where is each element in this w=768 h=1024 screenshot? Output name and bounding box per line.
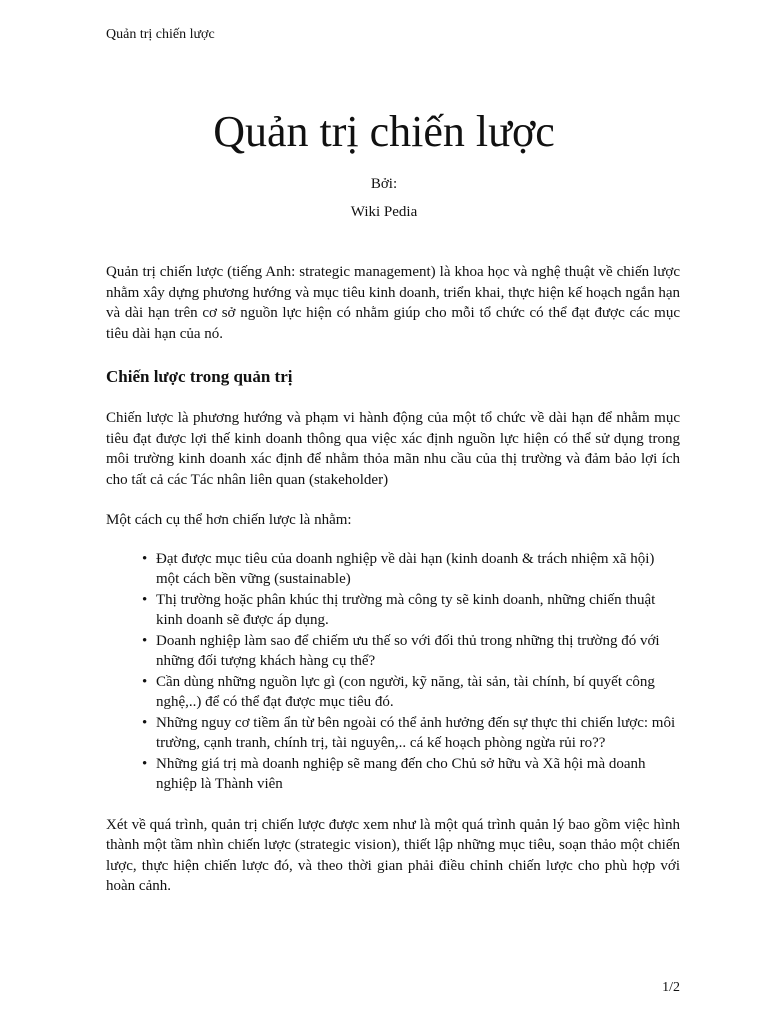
- running-header: Quản trị chiến lược: [106, 27, 215, 42]
- list-item: • Những giá trị mà doanh nghiệp sẽ mang đến cho Chủ sở hữu và Xã hội mà doanh nghiệp là Thành viên: [156, 754, 681, 795]
- page-number: 1/2: [662, 980, 680, 995]
- list-item: • Doanh nghiệp làm sao để chiếm ưu thế so với đối thủ trong những thị trường đó với những đối tượng khách hàng cụ thể?: [156, 631, 681, 672]
- list-item: • Cần dùng những nguồn lực gì (con người, kỹ năng, tài sản, tài chính, bí quyết công nghệ,..) để có thể đạt được mục tiêu đó.: [156, 672, 681, 713]
- list-item: • Thị trường hoặc phân khúc thị trường mà công ty sẽ kinh doanh, những chiến thuật kinh doanh sẽ được áp dụng.: [156, 590, 681, 631]
- section-paragraph: Chiến lược là phương hướng và phạm vi hành động của một tổ chức về dài hạn để nhằm mục tiêu đạt được lợi thế kinh doanh thông qua việc xác định nguồn lực hiện có thể sử dụng trong môi trường kinh doanh xác định để nhằm thỏa mãn nhu cầu của thị trường và đảm bảo lợi ích cho tất cả các Tác nhân liên quan (stakeholder): [106, 410, 680, 488]
- list-item: • Đạt được mục tiêu của doanh nghiệp về dài hạn (kinh doanh & trách nhiệm xã hội) một cách bền vững (sustainable): [156, 549, 681, 590]
- section-heading: Chiến lược trong quản trị: [106, 367, 293, 386]
- list-lead-paragraph: Một cách cụ thể hơn chiến lược là nhằm:: [106, 512, 352, 528]
- intro-paragraph: Quản trị chiến lược (tiếng Anh: strategic management) là khoa học và nghệ thuật về chiến lược nhằm xây dựng phương hướng và mục tiêu kinh doanh, triển khai, thực hiện kế hoạch ngắn hạn và dài hạn trên cơ sở nguồn lực hiện có nhằm giúp cho mỗi tổ chức có thể đạt được các mục tiêu dài hạn của nó.: [106, 264, 680, 342]
- document-title: Quản trị chiến lược: [213, 107, 555, 156]
- byline-label: Bởi:: [370, 176, 398, 192]
- closing-paragraph: Xét về quá trình, quản trị chiến lược được xem như là một quá trình quản lý bao gồm việc hình thành một tầm nhìn chiến lược (strategic vision), thiết lập những mục tiêu, soạn thảo một chiến lược, thực hiện chiến lược đó, và theo thời gian phải điều chỉnh chiến lược cho phù hợp với hoàn cảnh.: [106, 816, 680, 894]
- list-item: • Những nguy cơ tiềm ẩn từ bên ngoài có thể ảnh hưởng đến sự thực thi chiến lược: môi trường, cạnh tranh, chính trị, tài nguyên,.. cá kế hoạch phòng ngừa rủi ro??: [156, 713, 681, 754]
- bullet-list: [106, 549, 681, 795]
- document-body: [106, 262, 680, 897]
- title-block: [0, 104, 768, 222]
- byline-author: Wiki Pedia: [350, 204, 418, 220]
